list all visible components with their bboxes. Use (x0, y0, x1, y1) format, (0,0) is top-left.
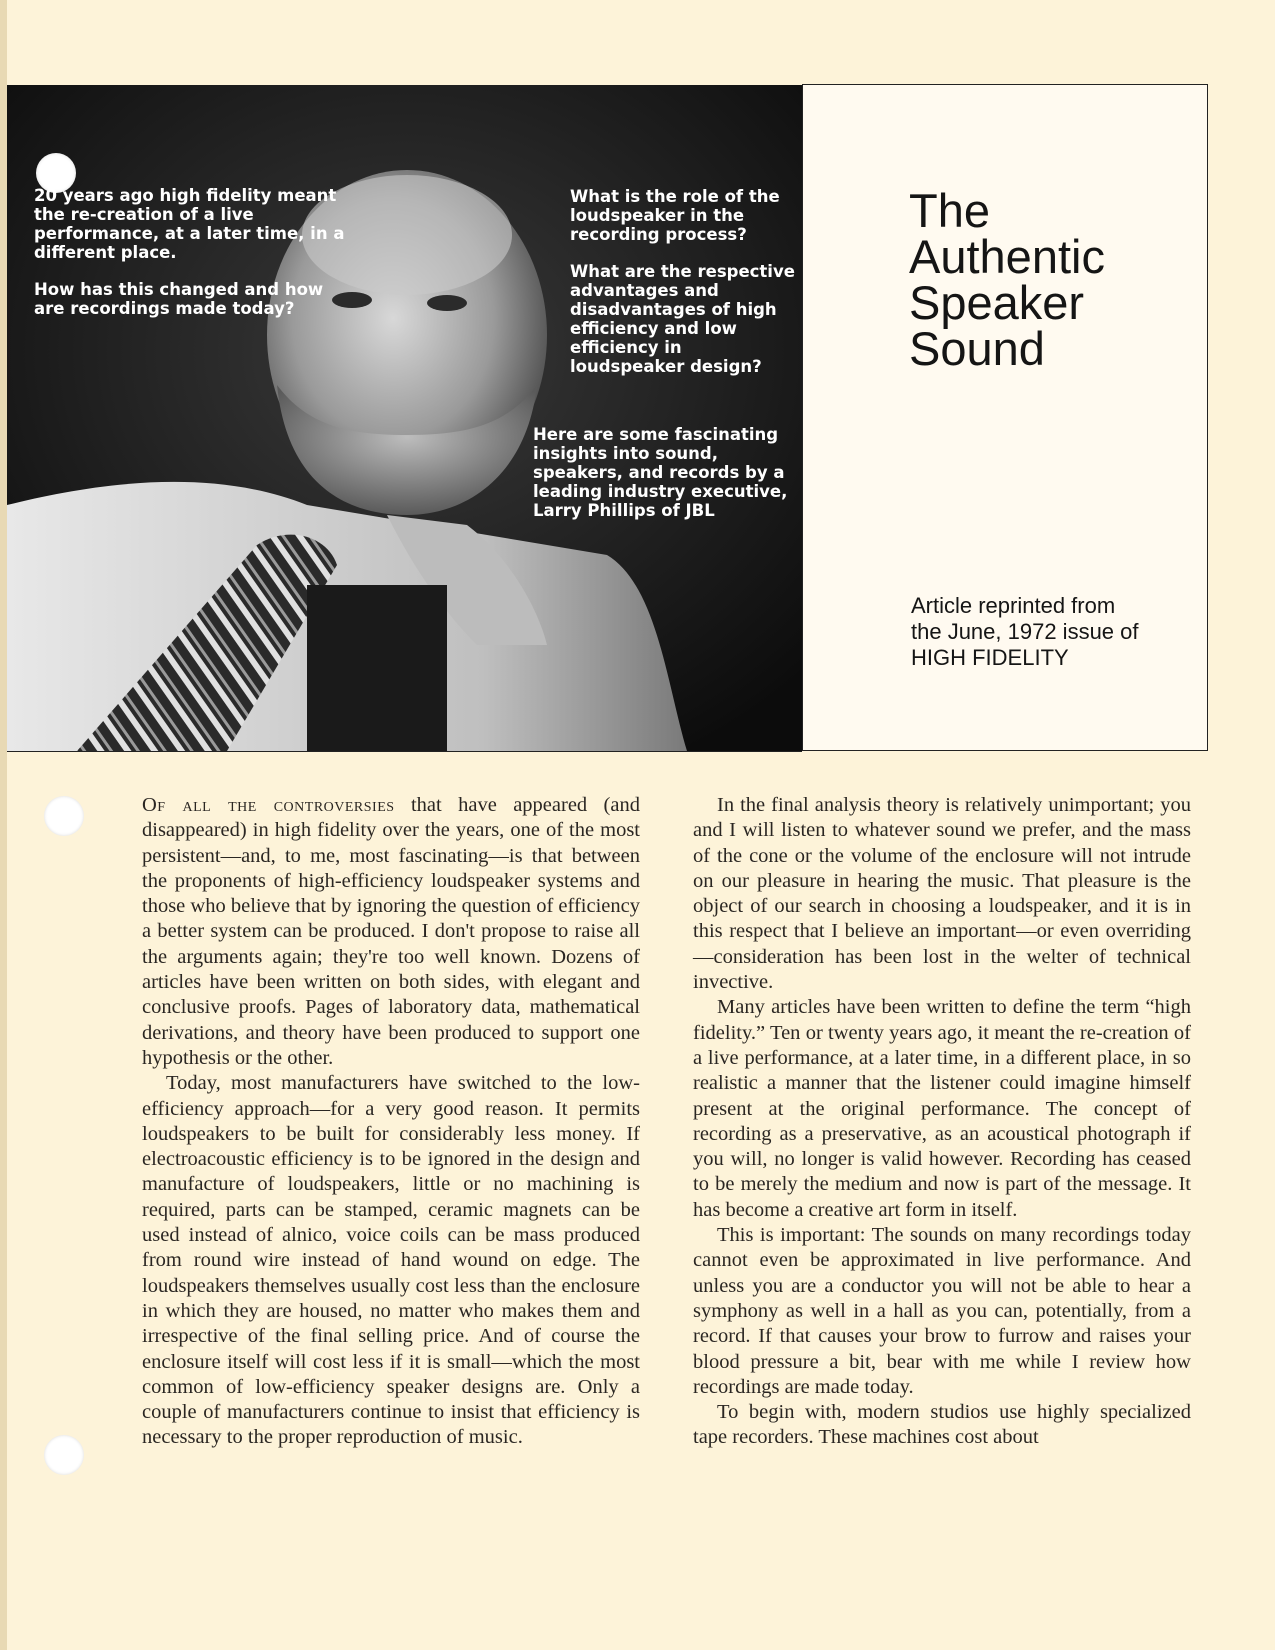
lead-in: Of all the controversies (142, 794, 395, 816)
article-paragraph: Today, most manufacturers have switched to the low-efficiency approach—for a very good reason. It permits loudspeakers to be built for considerably less money. If electroacoustic efficiency is to be ignored in the design and manufacture of loudspeakers, little or no machining is required, parts can be stamped, ceramic magnets can be used instead of alnico, voice coils can be mass produced from round wire instead of hand wound on edge. The loudspeakers themselves usually cost less than the enclosure in which they are housed, no matter who makes them and irrespective of the final selling price. And of course the enclosure itself will cost less if it is small—which the most common of low-efficiency speaker designs are. Only a couple of manufacturers continue to insist that efficiency is necessary to the proper reproduction of music. (142, 1072, 640, 1449)
photo-caption-bottom (533, 425, 803, 538)
punch-hole-bottom (44, 1435, 84, 1475)
article-paragraph (142, 793, 640, 1071)
reprint-line: the June, 1972 issue of (911, 619, 1139, 644)
article-title (909, 184, 1209, 375)
reprint-line: HIGH FIDELITY (911, 645, 1069, 670)
caption-intro: 20 years ago high fidelity meant the re-creation of a live performance, at a later time, in a different place. (34, 186, 345, 262)
caption-question: How has this changed and how are recordings made today? (34, 280, 324, 318)
article-column-right (693, 793, 1191, 1451)
portrait-illustration (7, 85, 802, 751)
title-line: Authentic (909, 230, 1105, 283)
caption-question-role: What is the role of the loudspeaker in the recording process? (570, 187, 780, 244)
paragraph-text: that have appeared (and disappeared) in high fidelity over the years, one of the most persistent—and, to me, most fascinating—is that between the proponents of high-efficiency loudspeaker systems and those who believe that by ignoring the question of efficiency a better system can be produced. I don't propose to raise all the arguments again; they're too well known. Dozens of articles have been written on both sides, with elegant and conclusive proofs. Pages of laboratory data, mathematical derivations, and theory have been produced to support one hypothesis or the other. (142, 794, 640, 1069)
article-paragraph: To begin with, modern studios use highly specialized tape recorders. These machines cost about (693, 1401, 1191, 1449)
photo-caption-right (570, 187, 800, 394)
article-paragraph: In the final analysis theory is relatively unimportant; you and I will listen to whatever sound we prefer, and the mass of the cone or the volume of the enclosure will not intrude on our pleasure in hearing the music. That pleasure is the object of our search in choosing a loudspeaker, and it is in this respect that I believe an important—or even overriding—consideration has been lost in the welter of technical invective. (693, 794, 1191, 994)
caption-insights: Here are some fascinating insights into sound, speakers, and records by a leading industry executive, Larry Phillips of JBL (533, 425, 788, 520)
reprint-note (911, 593, 1201, 671)
title-line: Sound (909, 322, 1045, 375)
article-column-left (142, 793, 640, 1451)
title-line: The (909, 184, 990, 237)
photo-caption-left (34, 186, 354, 336)
punch-hole-middle (44, 796, 84, 836)
caption-question-efficiency: What are the respective advantages and disadvantages of high efficiency and low efficiency in loudspeaker design? (570, 262, 795, 376)
title-line: Speaker (909, 276, 1085, 329)
reprint-line: Article reprinted from (911, 593, 1116, 618)
article-paragraph: This is important: The sounds on many recordings today cannot even be approximated in live performance. And unless you are a conductor you will not be able to hear a symphony as well in a hall as you can, potentially, from a record. If that causes your brow to furrow and raises your blood pressure a bit, bear with me while I review how recordings are made today. (693, 1224, 1191, 1398)
article-paragraph: Many articles have been written to define the term “high fidelity.” Ten or twenty years ago, it meant the re-creation of a live performance, at a later time, in a different place, in so realistic a manner that the listener could imagine himself present at the original performance. The concept of recording as a preservative, as an acoustical photograph if you will, no longer is valid however. Recording has ceased to be merely the medium and now is part of the message. It has become a creative art form in itself. (693, 996, 1191, 1221)
page-edge (0, 0, 7, 1650)
